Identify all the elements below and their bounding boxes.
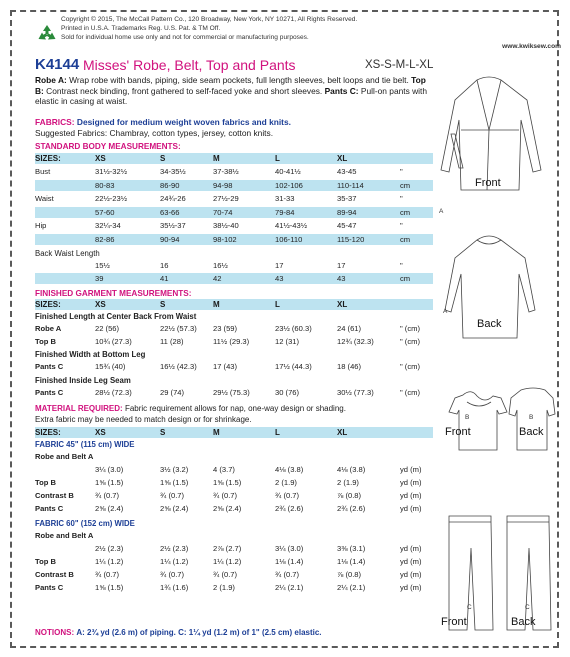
finished-width-label: Finished Width at Bottom Leg	[35, 350, 146, 359]
value-cell: 15¾ (40)	[95, 362, 126, 371]
value-cell: 35½-37	[160, 221, 186, 230]
table-row	[35, 387, 433, 398]
row-label: Pants C	[35, 362, 64, 371]
value-cell: 45-47	[337, 221, 357, 230]
value-cell: " (cm)	[400, 388, 420, 397]
value-cell: 1⅝ (1.5)	[160, 478, 189, 487]
size-header-cell: M	[213, 428, 220, 437]
description	[35, 75, 433, 107]
value-cell: 22 (56)	[95, 324, 120, 333]
value-cell: " (cm)	[400, 362, 420, 371]
back-waist-label: Back Waist Length	[35, 249, 100, 258]
size-header-cell: XL	[337, 154, 348, 163]
table-row	[35, 569, 433, 580]
row-label: Contrast B	[35, 570, 74, 579]
value-cell: 2⅝ (2.4)	[95, 504, 124, 513]
value-cell: 2⅝ (2.4)	[160, 504, 189, 513]
value-cell: 1¾ (1.6)	[160, 583, 189, 592]
value-cell: 37-38½	[213, 167, 239, 176]
value-cell: 3¼ (3.0)	[275, 544, 304, 553]
value-cell: ¾ (0.7)	[275, 570, 300, 579]
size-header-cell: M	[213, 300, 220, 309]
value-cell: 43	[275, 274, 284, 283]
fabric-60-label: FABRIC 60" (152 cm) WIDE	[35, 519, 135, 528]
table-row	[35, 220, 433, 231]
table-row	[35, 361, 433, 372]
value-cell: 11½ (29.3)	[213, 337, 250, 346]
table-row	[35, 503, 433, 514]
size-header-cell: XS	[95, 154, 106, 163]
value-cell: 1⅝ (1.5)	[95, 583, 124, 592]
value-cell: ¾ (0.7)	[160, 491, 185, 500]
value-cell: 79-84	[275, 207, 295, 217]
pants-letter-front: C	[467, 604, 472, 611]
sizes-header-row	[35, 427, 433, 438]
value-cell: 17	[337, 261, 346, 270]
size-header-cell: SIZES:	[35, 300, 61, 309]
top-back-caption: Back	[519, 426, 544, 438]
value-cell: 15½	[95, 261, 110, 270]
value-cell: 40-41½	[275, 167, 301, 176]
value-cell: 35-37	[337, 194, 357, 203]
value-cell: yd (m)	[400, 478, 422, 487]
size-header-cell: SIZES:	[35, 428, 61, 437]
notions-text: A: 2¾ yd (2.6 m) of piping. C: 1¼ yd (1.2 m) of 1" (2.5 cm) elastic.	[76, 628, 322, 637]
value-cell: 89-94	[337, 207, 357, 217]
value-cell: yd (m)	[400, 557, 422, 566]
pattern-title: Misses' Robe, Belt, Top and Pants	[83, 57, 296, 73]
finished-measurements-heading: FINISHED GARMENT MEASUREMENTS:	[35, 289, 192, 298]
table-row	[35, 451, 433, 462]
table-row	[35, 336, 433, 347]
value-cell: ¾ (0.7)	[213, 570, 238, 579]
value-cell: 1¼ (1.2)	[213, 557, 242, 566]
value-cell: 1⅝ (1.5)	[95, 478, 124, 487]
finished-length-label: Finished Length at Center Back From Waist	[35, 312, 197, 321]
material-text: Fabric requirement allows for nap, one-way design or shading.	[124, 404, 346, 413]
size-header-cell: XL	[337, 300, 348, 309]
row-label: Top B	[35, 557, 56, 566]
value-cell: ¾ (0.7)	[95, 570, 120, 579]
size-header-cell: L	[275, 428, 280, 437]
value-cell: yd (m)	[400, 583, 422, 592]
material-label: MATERIAL REQUIRED:	[35, 404, 123, 413]
row-label: Robe and Belt A	[35, 531, 94, 540]
garment-illustrations	[437, 60, 557, 650]
value-cell: "	[400, 261, 403, 270]
value-cell: 1¼ (1.2)	[95, 557, 124, 566]
value-cell: 63-66	[160, 207, 180, 217]
top-text: Contrast neck binding, front gathered to self-faced yoke and short sleeves.	[46, 85, 323, 96]
robe-back-caption: Back	[477, 318, 502, 330]
pants-back-caption: Back	[511, 616, 536, 628]
value-cell: 2⅞ (2.7)	[213, 544, 242, 553]
value-cell: 31½-32½	[95, 167, 128, 176]
value-cell: 1¼ (1.2)	[160, 557, 189, 566]
body-measurements-heading: STANDARD BODY MEASUREMENTS:	[35, 142, 181, 151]
value-cell: 2¾ (2.6)	[337, 504, 366, 513]
top-label: Top B:	[35, 75, 426, 96]
value-cell: 98-102	[213, 234, 237, 244]
value-cell: ¾ (0.7)	[95, 491, 120, 500]
row-label: Top B	[35, 337, 56, 346]
table-row	[35, 234, 433, 245]
pants-back-drawing	[507, 516, 551, 630]
value-cell: 24 (61)	[337, 324, 362, 333]
notions-label: NOTIONS:	[35, 628, 75, 637]
value-cell: " (cm)	[400, 324, 420, 333]
value-cell: ¾ (0.7)	[213, 491, 238, 500]
value-cell: 2½ (2.3)	[160, 544, 189, 553]
fabrics-label: FABRICS:	[35, 117, 75, 127]
row-label: Bust	[35, 167, 51, 176]
recycle-icon	[35, 22, 59, 46]
value-cell: 42	[213, 274, 222, 283]
value-cell: 3¼ (3.0)	[95, 465, 124, 474]
value-cell: 94-98	[213, 180, 233, 190]
value-cell: 2 (1.9)	[337, 478, 359, 487]
value-cell: 29 (74)	[160, 388, 185, 397]
value-cell: 28½ (72.3)	[95, 388, 132, 397]
title-line	[35, 56, 435, 74]
value-cell: 2¼ (2.1)	[275, 583, 304, 592]
table-row	[35, 166, 433, 177]
value-cell: 2 (1.9)	[213, 583, 235, 592]
value-cell: 16	[160, 261, 169, 270]
value-cell: 4 (3.7)	[213, 465, 235, 474]
finished-inseam-label: Finished Inside Leg Seam	[35, 376, 131, 385]
size-header-cell: S	[160, 428, 166, 437]
value-cell: 11 (28)	[160, 337, 184, 346]
value-cell: 23½ (60.3)	[275, 324, 312, 333]
value-cell: 2¼ (2.1)	[337, 583, 366, 592]
value-cell: 41½-43½	[275, 221, 308, 230]
value-cell: 1⅛ (1.4)	[337, 557, 366, 566]
sizes-header-row	[35, 299, 433, 310]
value-cell: 31-33	[275, 194, 295, 203]
top-front-caption: Front	[445, 426, 471, 438]
value-cell: 1⅝ (1.5)	[213, 478, 242, 487]
row-label: Robe A	[35, 324, 62, 333]
fabrics	[35, 117, 433, 138]
value-cell: " (cm)	[400, 337, 420, 346]
value-cell: 12 (31)	[275, 337, 300, 346]
robe-front-drawing	[441, 77, 541, 190]
value-cell: 41	[160, 274, 169, 283]
table-row	[35, 477, 433, 488]
copyright-text	[61, 15, 561, 50]
robe-letter-back: A	[443, 308, 448, 315]
value-cell: 17 (43)	[213, 362, 238, 371]
value-cell: ⅞ (0.8)	[337, 570, 362, 579]
value-cell: cm	[400, 274, 411, 283]
row-label: Hip	[35, 221, 47, 230]
value-cell: ⅞ (0.8)	[337, 491, 362, 500]
value-cell: 39	[95, 274, 104, 283]
table-row	[35, 464, 433, 475]
robe-text: Wrap robe with bands, piping, side seam pockets, full length sleeves, belt loops and tie belt.	[69, 75, 409, 85]
value-cell: 18 (46)	[337, 362, 362, 371]
size-header-cell: XL	[337, 428, 348, 437]
value-cell: 110-114	[337, 180, 364, 190]
pants-label: Pants C:	[324, 85, 359, 96]
pants-letter-back: C	[525, 604, 530, 611]
value-cell: 90-94	[160, 234, 180, 244]
size-header-cell: SIZES:	[35, 154, 61, 163]
table-row	[35, 273, 433, 284]
value-cell: 4⅛ (3.8)	[275, 465, 304, 474]
value-cell: cm	[400, 207, 411, 217]
value-cell: 16½ (42.3)	[160, 362, 197, 371]
value-cell: 3⅜ (3.1)	[337, 544, 366, 553]
table-row	[35, 543, 433, 554]
table-row	[35, 180, 433, 191]
pants-front-drawing	[449, 516, 493, 630]
value-cell: 17½ (44.3)	[275, 362, 312, 371]
table-row	[35, 207, 433, 218]
value-cell: 38½-40	[213, 221, 239, 230]
top-letter-front: B	[465, 414, 470, 421]
robe-letter-front: A	[439, 208, 444, 215]
row-label: Top B	[35, 478, 56, 487]
value-cell: 22½-23½	[95, 194, 128, 203]
value-cell: 86-90	[160, 180, 180, 190]
row-label: Waist	[35, 194, 54, 203]
value-cell: 30½ (77.3)	[337, 388, 374, 397]
fabric-45-label: FABRIC 45" (115 cm) WIDE	[35, 440, 135, 449]
value-cell: 29½ (75.3)	[213, 388, 250, 397]
value-cell: yd (m)	[400, 465, 422, 474]
value-cell: ¾ (0.7)	[160, 570, 185, 579]
top-letter-back: B	[529, 414, 534, 421]
size-header-cell: XS	[95, 428, 106, 437]
size-header-cell: S	[160, 154, 166, 163]
value-cell: 17	[275, 261, 284, 270]
row-label: Contrast B	[35, 491, 74, 500]
value-cell: 32¼-34	[95, 221, 121, 230]
value-cell: 2⅝ (2.4)	[213, 504, 242, 513]
value-cell: cm	[400, 234, 411, 244]
row-label: Pants C	[35, 504, 64, 513]
row-label: Pants C	[35, 583, 64, 592]
sizes-header-row	[35, 153, 433, 164]
value-cell: yd (m)	[400, 491, 422, 500]
value-cell: 80-83	[95, 180, 115, 190]
table-row	[35, 323, 433, 334]
robe-label: Robe A:	[35, 75, 67, 85]
value-cell: 102-106	[275, 180, 303, 190]
value-cell: yd (m)	[400, 504, 422, 513]
table-row	[35, 582, 433, 593]
value-cell: 57-60	[95, 207, 115, 217]
material-text2: Extra fabric may be needed to match design or for shrinkage.	[35, 414, 252, 424]
value-cell: ¾ (0.7)	[275, 491, 300, 500]
pants-text: Pull-on pants with elastic in casing at waist.	[35, 85, 427, 107]
top-front-drawing	[449, 392, 507, 450]
value-cell: 22½ (57.3)	[160, 324, 197, 333]
value-cell: 70-74	[213, 207, 233, 217]
row-label: Pants C	[35, 388, 64, 397]
pants-front-caption: Front	[441, 616, 467, 628]
size-header-cell: L	[275, 154, 280, 163]
notions	[35, 628, 435, 637]
size-header-cell: XS	[95, 300, 106, 309]
printed-line: Printed in U.S.A. Trademarks Reg. U.S. Pat. & TM Off.	[61, 25, 221, 32]
value-cell: 23 (59)	[213, 324, 238, 333]
value-cell: 24¾-26	[160, 194, 186, 203]
size-header-cell: S	[160, 300, 166, 309]
sold-line: Sold for individual home use only and not for commercial or manufacturing purposes.	[61, 34, 309, 41]
value-cell: 106-110	[275, 234, 303, 244]
value-cell: "	[400, 194, 403, 203]
material-required	[35, 404, 435, 425]
table-row	[35, 193, 433, 204]
pattern-code: K4144	[35, 56, 80, 73]
size-header-cell: M	[213, 154, 220, 163]
value-cell: 43-45	[337, 167, 357, 176]
robe-front-caption: Front	[475, 177, 501, 189]
value-cell: 27½-29	[213, 194, 239, 203]
value-cell: 10¾ (27.3)	[95, 337, 132, 346]
fabrics-text: Designed for medium weight woven fabrics and knits.	[76, 117, 291, 127]
garment-drawings	[437, 60, 557, 650]
value-cell: 82-86	[95, 234, 115, 244]
value-cell: 1⅛ (1.4)	[275, 557, 304, 566]
value-cell: "	[400, 221, 403, 230]
copyright-line: Copyright © 2015, The McCall Pattern Co., 120 Broadway, New York, NY 10271, All Rights Reserved.	[61, 16, 358, 23]
value-cell: yd (m)	[400, 570, 422, 579]
value-cell: 115-120	[337, 234, 365, 244]
value-cell: 16½	[213, 261, 228, 270]
value-cell: 43	[337, 274, 346, 283]
size-header-cell: L	[275, 300, 280, 309]
value-cell: 34-35½	[160, 167, 186, 176]
table-row	[35, 530, 433, 541]
value-cell: "	[400, 167, 403, 176]
size-range: XS-S-M-L-XL	[365, 59, 434, 71]
table-row	[35, 490, 433, 501]
table-row	[35, 260, 433, 271]
value-cell: 30 (76)	[275, 388, 300, 397]
value-cell: 2 (1.9)	[275, 478, 297, 487]
value-cell: cm	[400, 180, 411, 190]
suggested-fabrics: Suggested Fabrics: Chambray, cotton types, jersey, cotton knits.	[35, 127, 274, 138]
value-cell: yd (m)	[400, 544, 422, 553]
table-row	[35, 556, 433, 567]
value-cell: 2½ (2.3)	[95, 544, 124, 553]
row-label: Robe and Belt A	[35, 452, 94, 461]
website: www.kwiksew.com	[502, 43, 561, 50]
value-cell: 4⅛ (3.8)	[337, 465, 366, 474]
value-cell: 12¾ (32.3)	[337, 337, 374, 346]
value-cell: 2¾ (2.6)	[275, 504, 304, 513]
value-cell: 3½ (3.2)	[160, 465, 189, 474]
